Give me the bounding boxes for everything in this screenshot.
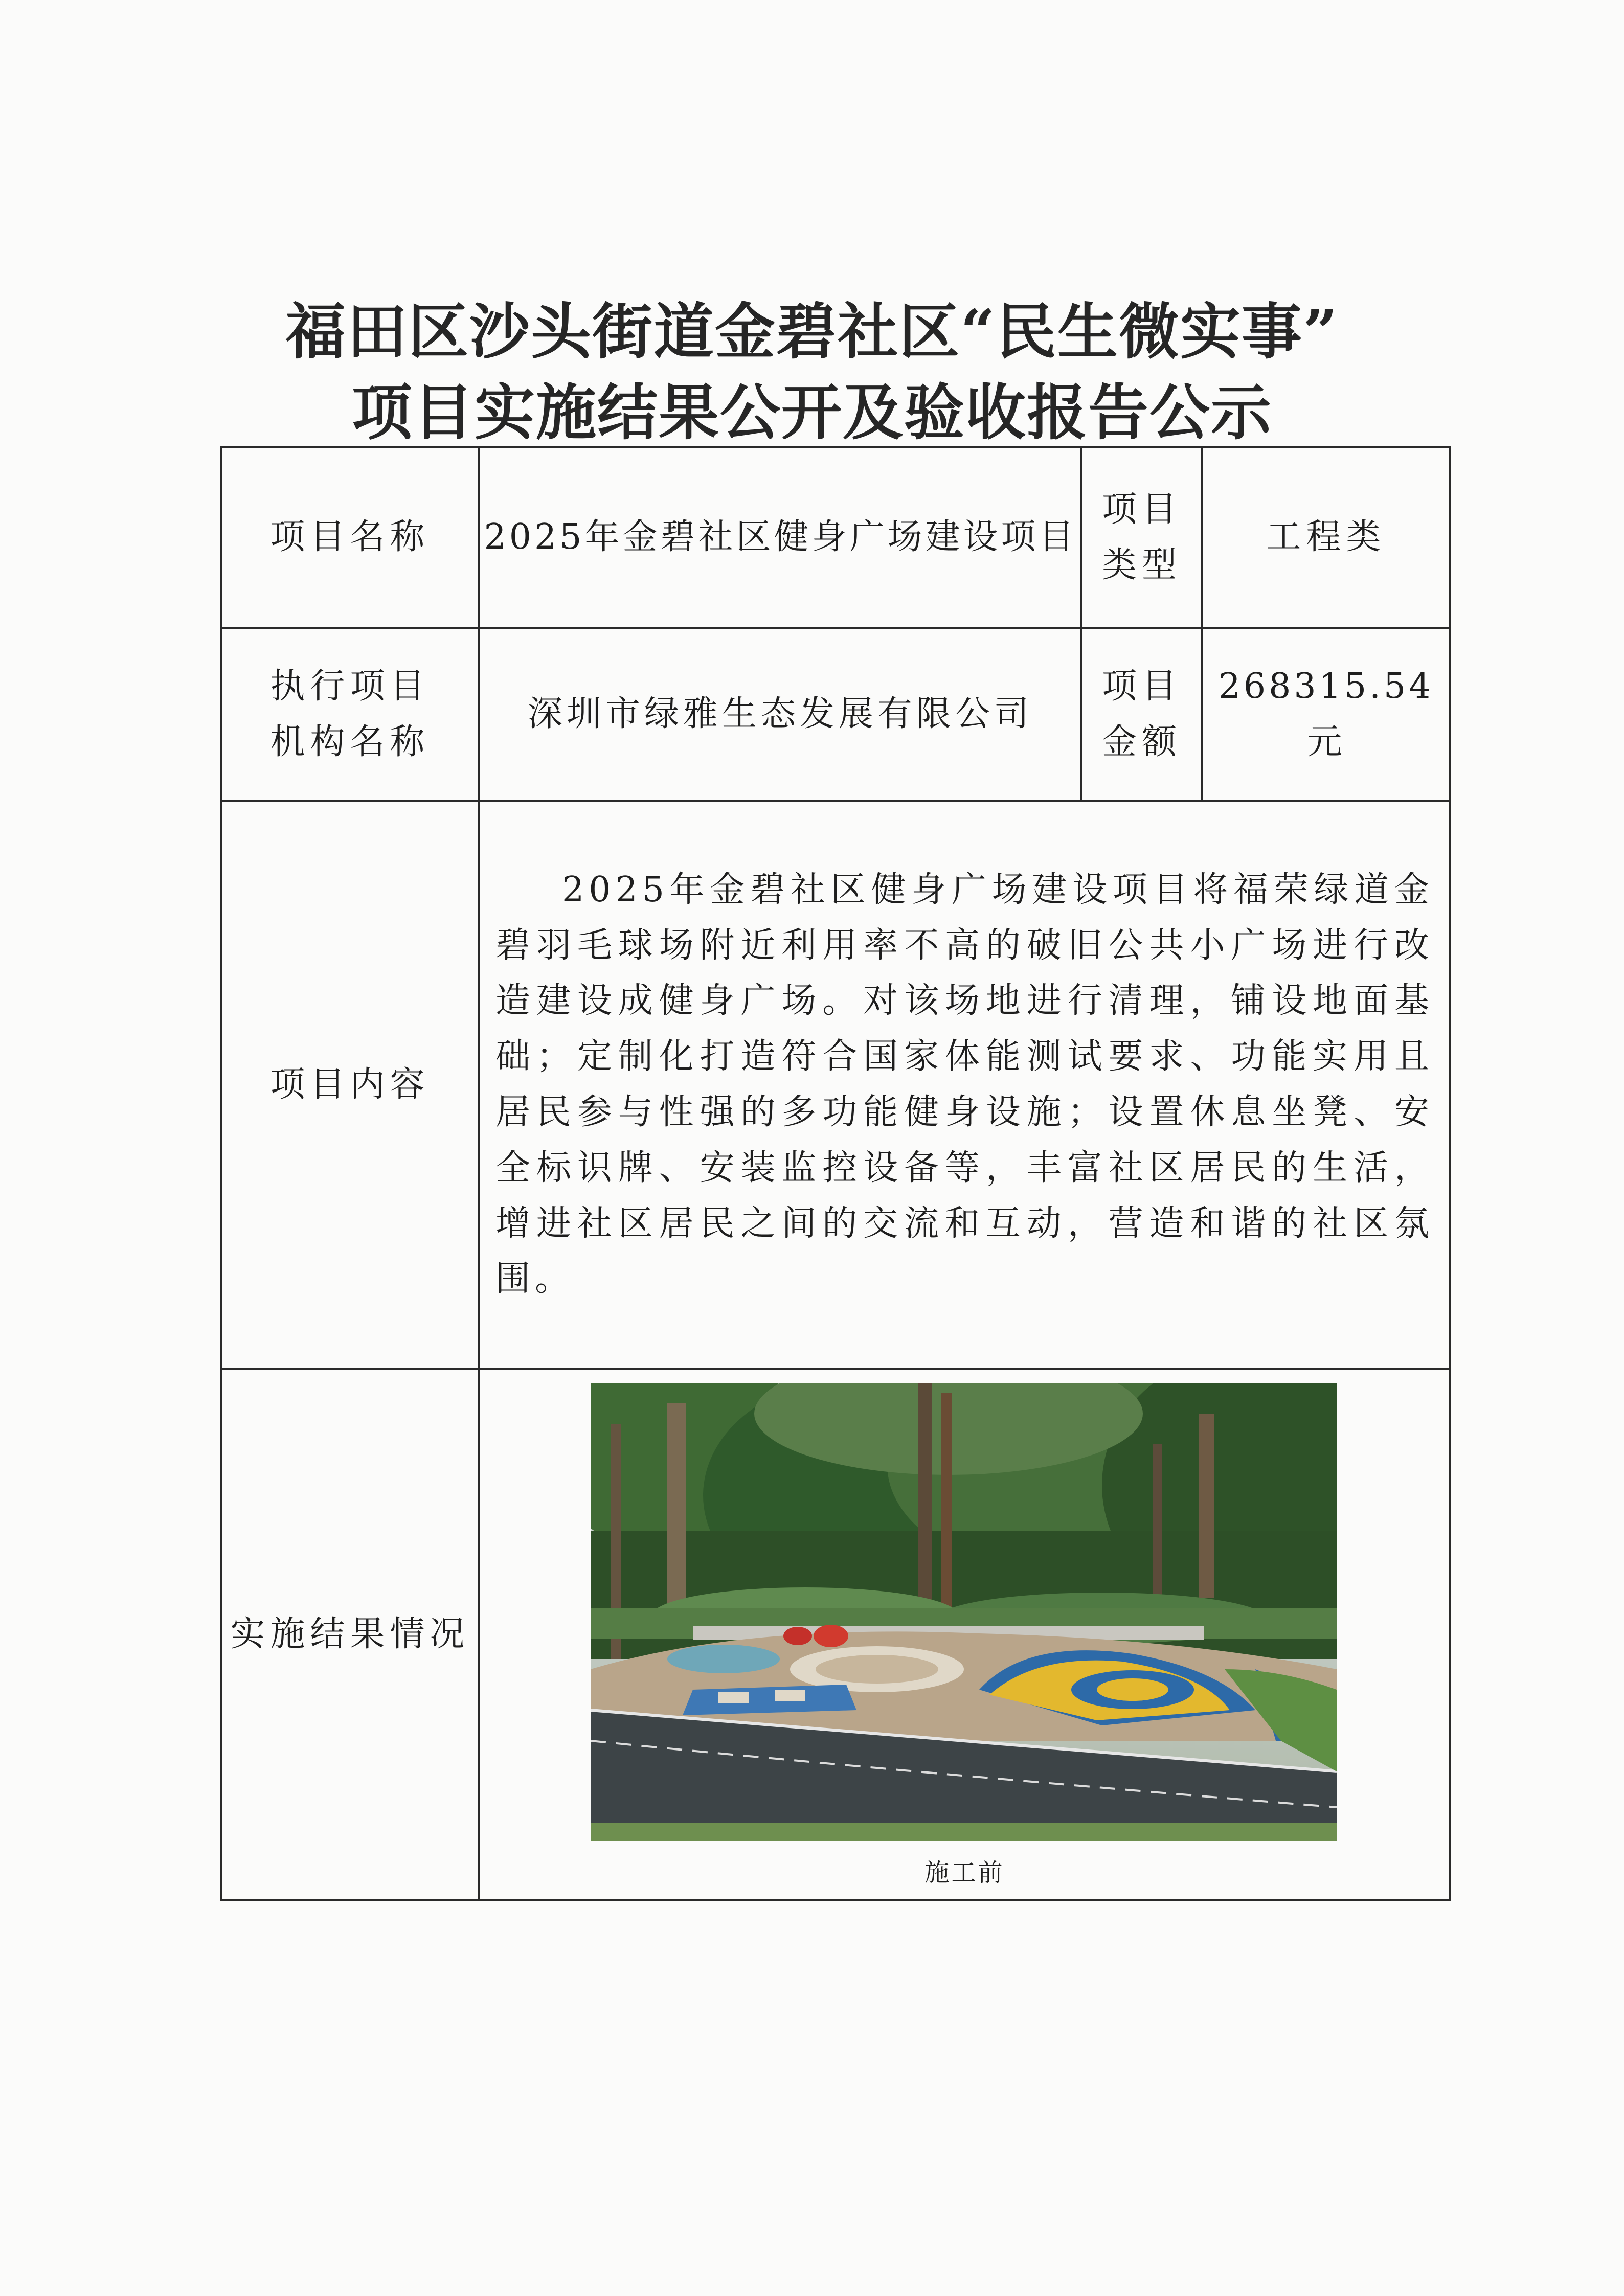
row-result [221,1369,1450,1900]
content-label: 项目内容 [221,801,479,1369]
project-type-label-line-1: 项目 [1101,489,1182,530]
project-type-label [1081,447,1202,628]
row-executor [221,628,1450,801]
content-value [479,801,1450,1369]
report-table [220,446,1451,1901]
project-name-label: 项目名称 [221,447,479,628]
executor-value: 深圳市绿雅生态发展有限公司 [479,628,1081,801]
row-project-name [221,447,1450,628]
row-content [221,801,1450,1369]
amount-value: 268315.54元 [1202,628,1450,801]
project-name-value: 2025年金碧社区健身广场建设项目 [479,447,1081,628]
site-photo-illustration [591,1383,1337,1841]
result-cell [479,1369,1450,1900]
project-type-label-line-2: 类型 [1101,544,1182,585]
executor-label-line-2: 机构名称 [270,721,430,762]
amount-label-line-1: 项目 [1101,666,1182,707]
amount-label [1081,628,1202,801]
amount-label-line-2: 金额 [1101,721,1182,762]
document-title-line-2: 项目实施结果公开及验收报告公示 [351,377,1272,448]
content-text: 2025年金碧社区健身广场建设项目将福荣绿道金碧羽毛球场附近利用率不高的破旧公共小广场进行改造建设成健身广场。对该场地进行清理，铺设地面基础；定制化打造符合国家体能测试要求、功能实用且居民参与性强的多功能健身设施；设置休息坐凳、安全标识牌、安装监控设备等，丰富社区居民的生活，增进社区居民之间的交流和互动，营造和谐的社区氛围。 [495,869,1434,1300]
document-title-line-1: 福田区沙头街道金碧社区“民生微实事” [285,296,1339,367]
photo-caption: 施工前 [924,1858,1005,1887]
executor-label-line-1: 执行项目 [270,666,430,707]
result-label: 实施结果情况 [221,1369,479,1900]
project-type-value: 工程类 [1202,447,1450,628]
site-photo [591,1383,1337,1841]
executor-label [221,628,479,801]
